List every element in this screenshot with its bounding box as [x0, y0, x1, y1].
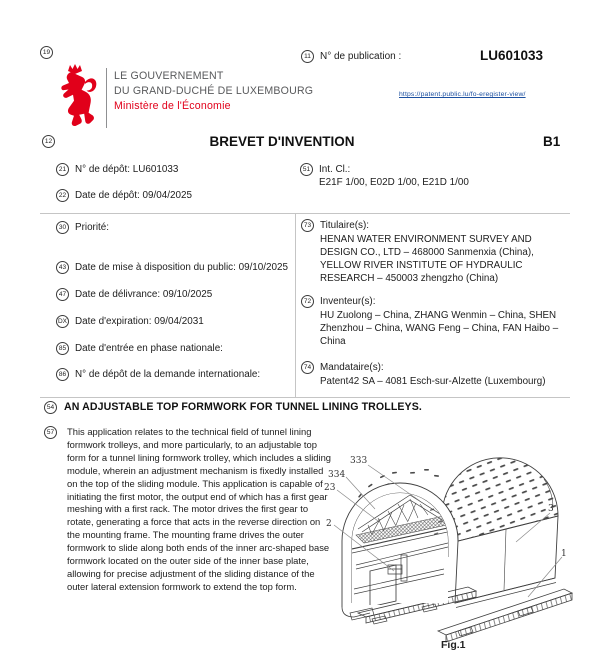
inid-code-dx: DX: [56, 315, 69, 328]
figure-label-334: 334: [328, 470, 346, 480]
international-application-row: N° de dépôt de la demande internationale:: [75, 369, 261, 380]
grant-date-row: Date de délivrance: 09/10/2025: [75, 289, 213, 300]
abstract-text: This application relates to the technical field of tunnel lining formwork trolleys, and more particularly, to an adjustable top form for a tunnel lining formwork trolley, which includes a sliding module, wherein an adjustment mechanism is fixedly installed on the top of the sliding module. This application is capable of initiating the first motor, the output end of which has a first gear meshing with a first rack. The motor drives the first gear to rotate, generating a force that acts in the reverse direction on the mounting frame. The mounting frame drives the outer formwork to slide along both ends of the inner arc-shaped base formwork located on the outer side of the inner base plate, allowing for precise adjustment of the sliding distance of the outer lateral extension formwork to extend the top form.: [67, 426, 332, 592]
lion-tail: [85, 78, 96, 92]
inid-code-73: 73: [301, 219, 314, 232]
inid-code-74: 74: [301, 361, 314, 374]
figure-label-333: 333: [350, 456, 368, 466]
gov-line-3-ministry: Ministère de l'Économie: [114, 100, 231, 112]
eregister-link[interactable]: https://patent.public.lu/fo-eregister-view/: [399, 91, 526, 98]
document-title: BREVET D'INVENTION: [209, 134, 355, 149]
invention-title: AN ADJUSTABLE TOP FORMWORK FOR TUNNEL LINING TROLLEYS.: [64, 401, 422, 413]
inid-code-54: 54: [44, 401, 57, 414]
inventors-label: Inventeur(s):: [320, 296, 376, 307]
inid-code-19: 19: [40, 46, 53, 59]
priority-row: Priorité:: [75, 222, 110, 233]
inid-code-85: 85: [56, 342, 69, 355]
int-cl-label: Int. Cl.:: [319, 164, 351, 175]
tunnel-outer-shell: [444, 458, 559, 541]
table-column-divider: [295, 214, 296, 397]
holders-label: Titulaire(s):: [320, 220, 370, 231]
inid-code-30: 30: [56, 221, 69, 234]
expiration-date-row: Date d'expiration: 09/04/2031: [75, 316, 204, 327]
holders-value: HENAN WATER ENVIRONMENT SURVEY AND DESIGN CO., LTD – 468000 Sanmenxia (China), YELLOW RIVER INSTITUTE OF HYDRAULIC RESEARCH – 450003 zhengzho (China): [320, 234, 534, 284]
publication-number-label: N° de publication :: [320, 51, 402, 62]
kind-code: B1: [543, 134, 561, 149]
deposit-date: Date de dépôt: 09/04/2025: [75, 190, 192, 201]
inid-code-51: 51: [300, 163, 313, 176]
publication-number: LU601033: [480, 48, 544, 63]
government-wordmark: [114, 69, 313, 114]
int-cl-codes: E21F 1/00, E02D 1/00, E21D 1/00: [319, 177, 469, 188]
figure-label-23: 23: [324, 483, 336, 493]
figure-label-2: 2: [326, 519, 332, 529]
public-availability-date-row: Date de mise à disposition du public: 09/10/2025: [75, 262, 289, 273]
inid-code-11: 11: [301, 50, 314, 63]
inid-code-22: 22: [56, 189, 69, 202]
deposit-number: N° de dépôt: LU601033: [75, 164, 179, 175]
inid-code-21: 21: [56, 163, 69, 176]
national-phase-entry-row: Date d'entrée en phase nationale:: [75, 343, 223, 354]
figure-label-1: 1: [561, 549, 567, 559]
representative-value: Patent42 SA – 4081 Esch-sur-Alzette (Luxembourg): [320, 376, 546, 387]
figure-caption: Fig.1: [441, 639, 466, 651]
luxembourg-lion-logo: [52, 63, 102, 127]
figure-1-drawing: [322, 437, 590, 652]
inid-code-12: 12: [42, 135, 55, 148]
gov-line-1: LE GOUVERNEMENT: [114, 70, 224, 82]
inventors-value: HU Zuolong – China, ZHANG Wenmin – China, SHEN Zhenzhou – China, WANG Feng – China, FAN Haibo – China: [320, 310, 559, 347]
inid-code-47: 47: [56, 288, 69, 301]
logo-divider: [106, 68, 107, 128]
figure-label-3: 3: [548, 504, 554, 514]
inid-code-72: 72: [301, 295, 314, 308]
representative-label: Mandataire(s):: [320, 362, 384, 373]
gov-line-2: DU GRAND-DUCHÉ DE LUXEMBOURG: [114, 85, 314, 97]
inid-code-57: 57: [44, 426, 57, 439]
inid-code-43: 43: [56, 261, 69, 274]
inid-code-86: 86: [56, 368, 69, 381]
